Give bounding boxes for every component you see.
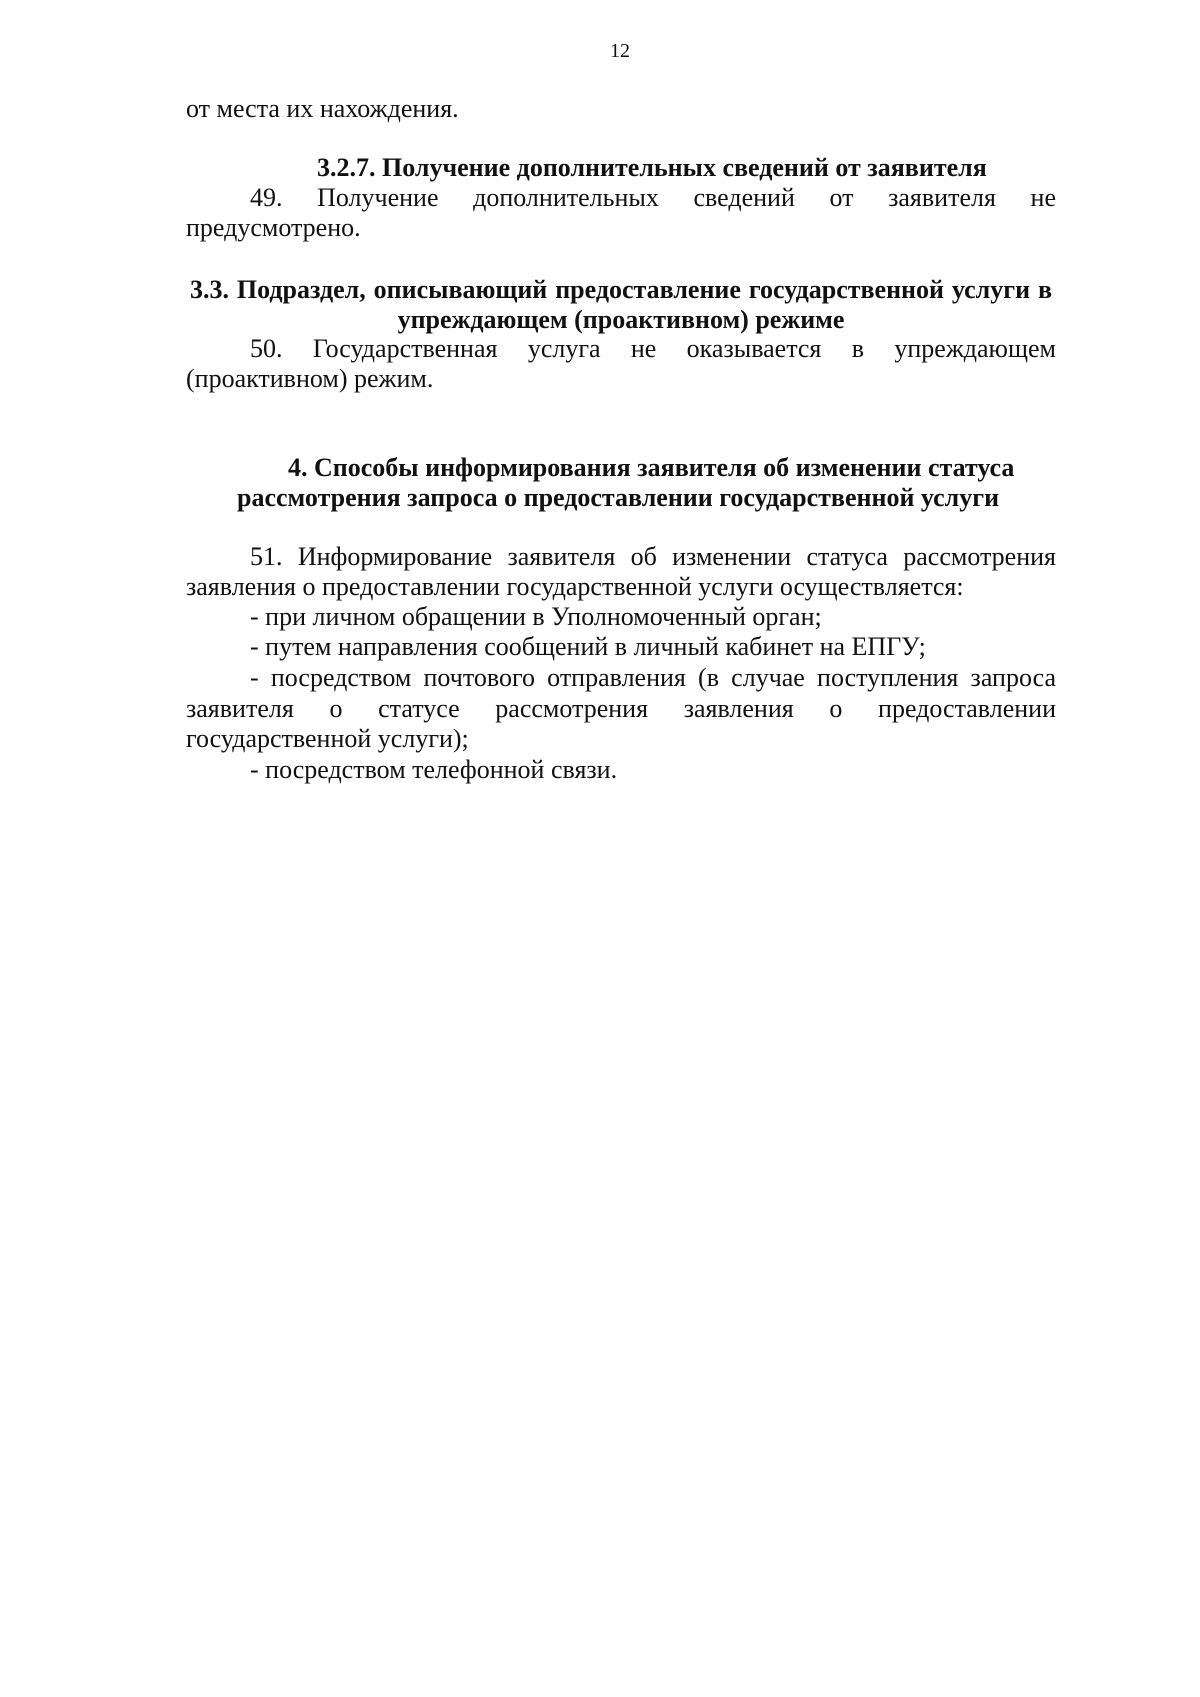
section-heading-4: рассмотрения запроса о предоставлении государственной услуги xyxy=(237,483,1000,512)
paragraph-51-line: 51. Информирование заявителя об изменении статуса рассмотрения xyxy=(250,542,1056,571)
list-item-continuation: государственной услуги); xyxy=(186,724,469,753)
paragraph-49-line: предусмотрено. xyxy=(186,213,361,242)
list-item: - при личном обращении в Уполномоченный орган; xyxy=(250,602,822,631)
paragraph-50-line: 50. Государственная услуга не оказывается в упреждающем xyxy=(250,334,1056,363)
paragraph-50-line: (проактивном) режим. xyxy=(186,364,434,393)
section-heading-3-3: упреждающем (проактивном) режиме xyxy=(397,305,845,334)
section-heading-3-2-7: 3.2.7. Получение дополнительных сведений от заявителя xyxy=(317,153,987,182)
paragraph-51-line: заявления о предоставлении государственной услуги осуществляется: xyxy=(186,572,964,601)
list-item: - путем направления сообщений в личный кабинет на ЕПГУ; xyxy=(250,632,926,661)
paragraph-49-line: 49. Получение дополнительных сведений от заявителя не xyxy=(250,183,1056,212)
list-item: - посредством почтового отправления (в случае поступления запроса xyxy=(250,663,1056,692)
text-line: от места их нахождения. xyxy=(186,94,459,123)
list-item-continuation: заявителя о статусе рассмотрения заявления о предоставлении xyxy=(186,694,1056,723)
list-item: - посредством телефонной связи. xyxy=(250,755,618,784)
page-number: 12 xyxy=(610,40,630,62)
section-heading-3-3: 3.3. Подраздел, описывающий предоставление государственной услуги в xyxy=(190,275,1052,304)
section-heading-4: 4. Способы информирования заявителя об изменении статуса xyxy=(288,453,1015,482)
